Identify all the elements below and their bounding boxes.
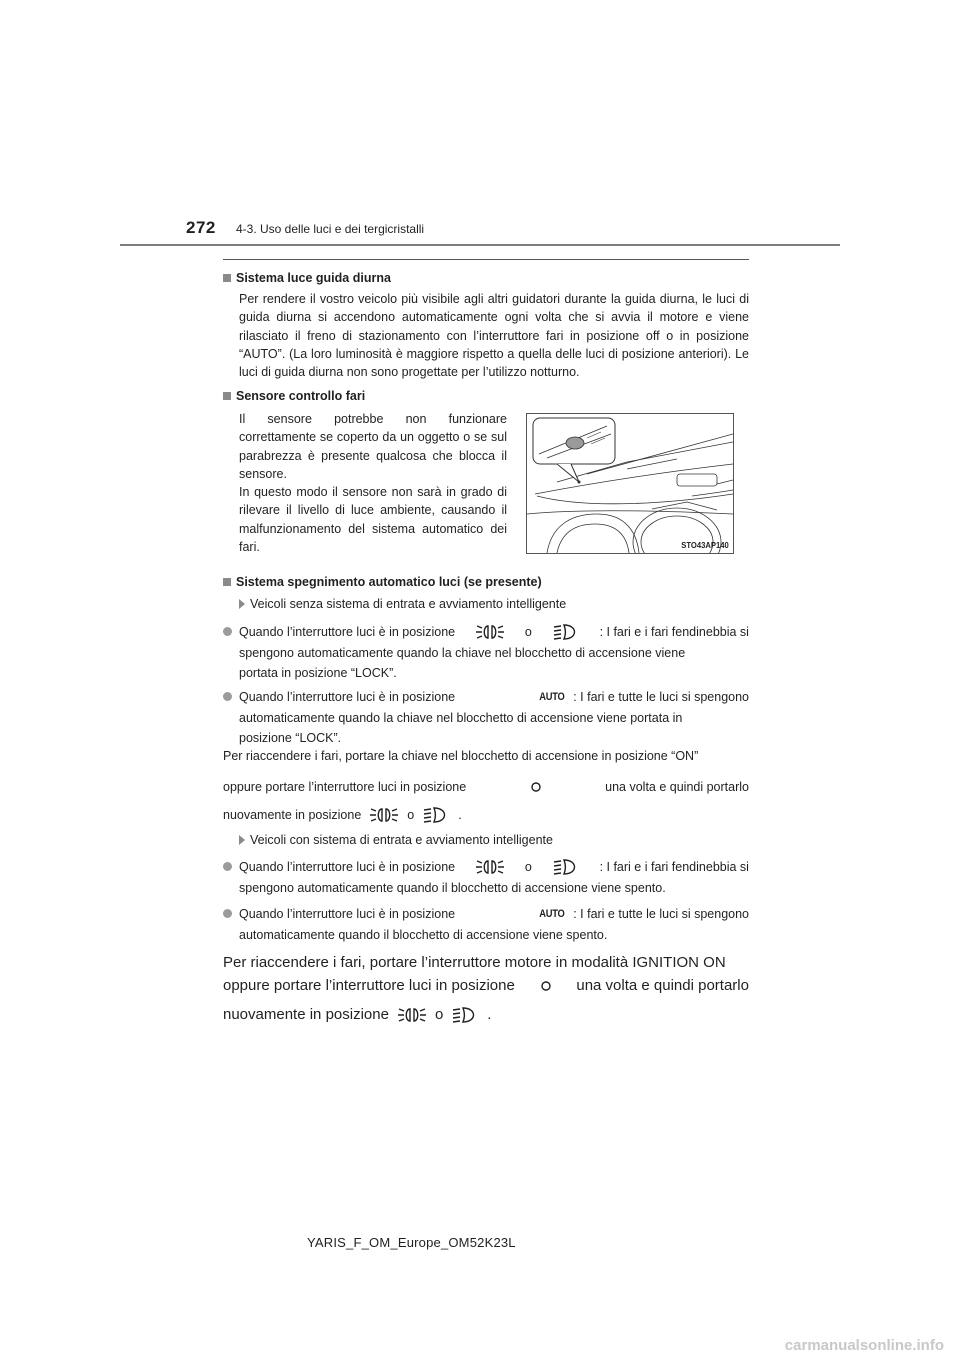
tail-light-icon xyxy=(475,622,505,642)
off-position-icon xyxy=(536,976,556,996)
group2-bullet2: Quando l’interruttore luci è in posizione AUTO : I fari e tutte le luci si spengono automaticamente quando il blocchetto di accensione viene spento. xyxy=(239,903,749,945)
auto-icon: AUTO xyxy=(539,691,565,703)
triangle-bullet-icon xyxy=(239,599,245,609)
sensor-figure xyxy=(526,413,734,554)
page-number: 272 xyxy=(186,218,216,237)
auto-icon: AUTO xyxy=(539,908,565,920)
section-title: 4-3. Uso delle luci e dei tergicristalli xyxy=(236,222,425,236)
group2-bullet1: Quando l’interruttore luci è in posizione o : I fari e i fari fendinebbia si spengono automaticamente quando il blocchetto di accensione viene spento. xyxy=(239,856,749,898)
group1-bullet1: Quando l’interruttore luci è in posizione o : I fari e i fari fendinebbia si spengono automaticamente quando la chiave nel blocchetto di accensione viene portata in posizione “LOCK”. xyxy=(239,621,749,683)
drl-body: Per rendere il vostro veicolo più visibile agli altri guidatori durante la guida diurna, le luci di guida diurna si accendono automaticamente ogni volta che si avvia il motore e viene rilasciato il freno di stazionamento con l’interruttore fari in posizione off o in posizione “AUTO”. (La loro luminosità è maggiore rispetto a quella delle luci di posizione anteriori). Le luci di guida diurna non sono progettate per l’utilizzo notturno. xyxy=(239,292,749,380)
sensor-body xyxy=(239,410,507,556)
tail-light-icon xyxy=(397,1005,427,1025)
bullet-dot-icon xyxy=(223,627,232,636)
tail-light-icon xyxy=(369,805,399,825)
bullet-dot-icon xyxy=(223,909,232,918)
sensor-heading: Sensore controllo fari xyxy=(223,389,365,403)
bullet-dot-icon xyxy=(223,692,232,701)
drl-heading: Sistema luce guida diurna xyxy=(223,271,391,285)
sensor-body-2: In questo modo il sensore non sarà in grado di rilevare il livello di luce ambiente, causando il malfunzionamento del sistema automatico dei fari. xyxy=(239,485,507,555)
group2-title: Veicoli con sistema di entrata e avviamento intelligente xyxy=(239,833,553,847)
footer-code: YARIS_F_OM_Europe_OM52K23L xyxy=(307,1235,516,1250)
square-bullet-icon xyxy=(223,392,231,400)
content-rule xyxy=(223,259,749,260)
off-position-icon xyxy=(526,777,546,797)
triangle-bullet-icon xyxy=(239,835,245,845)
dashboard-illustration xyxy=(527,414,733,553)
group1-bullet2: Quando l’interruttore luci è in posizione AUTO : I fari e tutte le luci si spengono automaticamente quando la chiave nel blocchetto di accensione viene portata in posizione “LOCK”. xyxy=(239,686,749,748)
group1-note-line3: nuovamente in posizione o . xyxy=(223,803,462,827)
square-bullet-icon xyxy=(223,578,231,586)
headlight-icon xyxy=(451,1005,479,1025)
group2-note-line2: oppure portare l’interruttore luci in posizione una volta e quindi portarlo xyxy=(223,977,749,994)
group1-note-line2: oppure portare l’interruttore luci in posizione una volta e quindi portarlo xyxy=(223,776,749,798)
figure-code: STO43AP140 xyxy=(681,540,729,550)
group2-note: Per riaccendere i fari, portare l’interruttore motore in modalità IGNITION ON xyxy=(223,954,726,971)
bullet-dot-icon xyxy=(223,862,232,871)
headlight-icon xyxy=(552,857,580,877)
watermark: carmanualsonline.info xyxy=(784,1337,944,1354)
headlight-icon xyxy=(422,805,450,825)
headlight-icon xyxy=(552,622,580,642)
group1-title: Veicoli senza sistema di entrata e avviamento intelligente xyxy=(239,597,566,611)
sensor-callout xyxy=(533,418,615,484)
auto-off-heading: Sistema spegnimento automatico luci (se presente) xyxy=(223,575,542,589)
tail-light-icon xyxy=(475,857,505,877)
sensor-body-1: Il sensore potrebbe non funzionare correttamente se coperto da un oggetto o se sul parabrezza è presente qualcosa che blocca il sensore. xyxy=(239,412,507,481)
group1-note: Per riaccendere i fari, portare la chiave nel blocchetto di accensione in posizione “ON” xyxy=(223,749,699,763)
group2-note-line3: nuovamente in posizione o . xyxy=(223,1006,492,1023)
header-rule xyxy=(120,244,840,246)
square-bullet-icon xyxy=(223,274,231,282)
